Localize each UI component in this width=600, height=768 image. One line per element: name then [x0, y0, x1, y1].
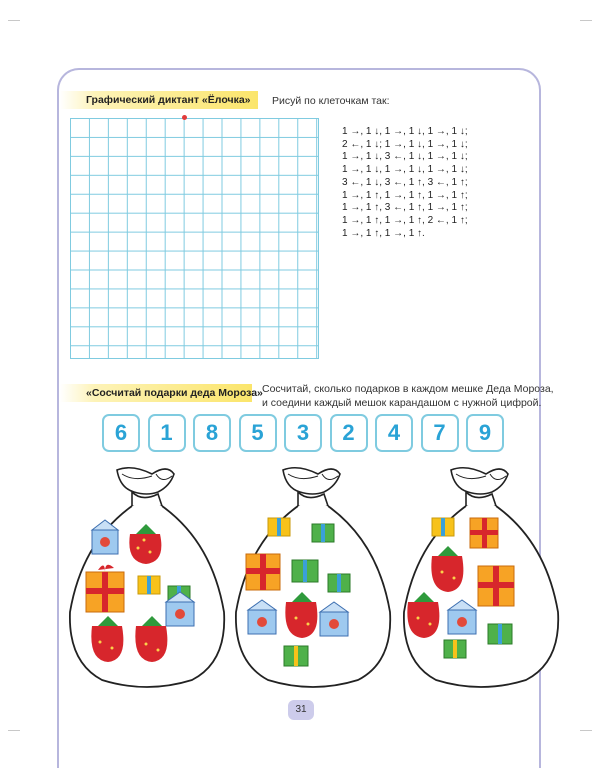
number-box[interactable]: 7 — [421, 414, 459, 452]
gift-icon — [138, 576, 160, 594]
number-boxes — [102, 414, 504, 452]
number-box[interactable]: 5 — [239, 414, 277, 452]
dictation-steps — [342, 126, 468, 240]
number-box[interactable]: 6 — [102, 414, 140, 452]
gift-icon — [246, 554, 280, 590]
crop-mark — [580, 8, 592, 21]
gift-icon — [444, 640, 466, 658]
dictation-line: 1 →, 1 ↑, 1 →, 1 ↑, 1 →, 1 ↑; — [342, 189, 468, 201]
section-title-gifts: «Сосчитай подарки деда Мороза» — [60, 384, 252, 402]
section-title-dictation: Графический диктант «Ёлочка» — [60, 91, 258, 109]
gift-icon — [478, 566, 514, 606]
crop-mark — [8, 730, 20, 743]
gift-icon — [284, 646, 308, 666]
dictation-line: 1 →, 1 ↓, 3 ←, 1 ↓, 1 →, 1 ↓; — [342, 151, 468, 163]
gift-sack-2[interactable] — [228, 462, 398, 692]
dictation-line: 2 ←, 1 ↓; 1 →, 1 ↓, 1 →, 1 ↓; — [342, 138, 468, 150]
gift-icon — [86, 565, 124, 612]
gift-icon — [328, 574, 350, 592]
drawing-grid[interactable] — [70, 118, 319, 359]
gift-sack-1[interactable] — [62, 462, 232, 692]
dictation-line: 1 →, 1 ↑, 1 →, 1 ↑. — [342, 227, 425, 239]
crop-mark — [580, 730, 592, 743]
number-box[interactable]: 1 — [148, 414, 186, 452]
start-point-dot — [182, 115, 187, 120]
number-box[interactable]: 3 — [284, 414, 322, 452]
page-number: 31 — [288, 700, 314, 720]
dictation-instruction: Рисуй по клеточкам так: — [272, 95, 390, 107]
dictation-line: 1 →, 1 ↓, 1 →, 1 ↓, 1 →, 1 ↓; — [342, 126, 468, 137]
gift-sack-3[interactable] — [396, 462, 566, 692]
number-box[interactable]: 2 — [330, 414, 368, 452]
number-box[interactable]: 8 — [193, 414, 231, 452]
dictation-line: 1 →, 1 ↑, 3 ←, 1 ↑, 1 →, 1 ↑; — [342, 202, 468, 214]
dictation-line: 1 →, 1 ↑, 1 →, 1 ↑, 2 ←, 1 ↑; — [342, 214, 468, 226]
gift-icon — [432, 518, 454, 536]
number-box[interactable]: 4 — [375, 414, 413, 452]
gift-icon — [312, 524, 334, 542]
gifts-instruction-line-2: и соедини каждый мешок карандашом с нужной цифрой. — [262, 397, 542, 409]
gift-icon — [292, 560, 318, 582]
gift-icon — [268, 518, 290, 536]
dictation-line: 3 ←, 1 ↓, 3 ←, 1 ↑, 3 ←, 1 ↑; — [342, 176, 468, 188]
crop-mark — [8, 8, 20, 21]
gift-icon — [488, 624, 512, 644]
dictation-line: 1 →, 1 ↓, 1 →, 1 ↓, 1 →, 1 ↓; — [342, 164, 468, 176]
number-box[interactable]: 9 — [466, 414, 504, 452]
gift-icon — [470, 518, 498, 548]
gifts-instruction-line-1: Сосчитай, сколько подарков в каждом мешке Деда Мороза, — [262, 383, 554, 395]
